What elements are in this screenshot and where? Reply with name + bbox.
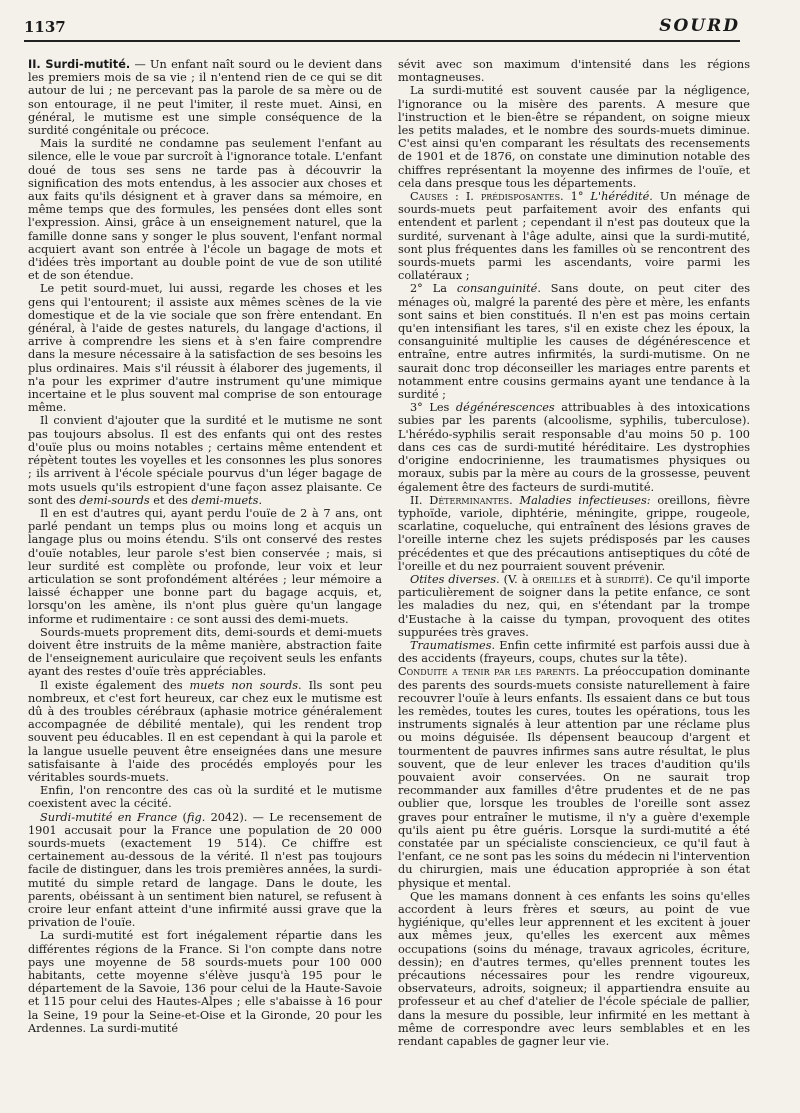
paragraph-text: 3° Les bbox=[410, 401, 456, 415]
left-column bbox=[28, 58, 382, 1035]
paragraph-text: . bbox=[258, 493, 263, 507]
paragraph: Sourds-muets proprement dits, demi-sourds et demi-muets doivent être instruits de la même manière, abstraction faite de l'enseignement auriculaire que reçoivent seuls les enfants ayant des restes d'ouïe très appréciables. bbox=[28, 625, 382, 679]
paragraph-text: . Sans doute, on peut citer des ménages où, malgré la parenté des père et mère, les enfants sont sains et bien constitués. Il n'en est pas moins certain qu'en intensifiant les tares, s'il en existe chez les époux, la consanguinité multiplie les causes de dégénérescence et entraîne, entre autres infirmités, la surdi-mutisme. On ne saurait donc trop déconseiller les mariages entre parents et notamment entre cousins germains ayant une tendance à la surdité ; bbox=[398, 282, 750, 402]
header-rule bbox=[24, 40, 740, 42]
paragraph-text: Un ménage de sourds-muets peut parfaitement avoir des enfants qui entendent et parlent ; cependant il n'est pas douteux que la surdité, survenant à l'âge adulte, ainsi que la surdi-mutité, sont plus fréquentes dans les familles où se rencontrent des sourds-muets parmi les ascendants, voire parmi les collatéraux ; bbox=[398, 190, 750, 283]
section-heading: II. Surdi-mutité. bbox=[28, 58, 131, 71]
paragraph-text: et à bbox=[576, 572, 606, 586]
subheading: Otites diverses. bbox=[410, 572, 500, 586]
paragraph bbox=[398, 190, 750, 282]
paragraph-text: — Un enfant naît sourd ou le devient dans les premiers mois de sa vie ; il n'entend rien de ce qui se dit autour de lui ; ne percevant pas la parole de sa mère ou de son entourage, il ne peut l'imiter, il reste muet. Ainsi, en général, le mutisme est une simple conséquence de la surdité congénitale ou précoce. bbox=[28, 58, 383, 138]
paragraph: La surdi-mutité est fort inégalement répartie dans les différentes régions de la France. Si l'on compte dans notre pays une moyenne de 58 sourds-muets pour 100 000 habitants, cette moyenne s'élève jusqu'à 195 pour le département de la Savoie, 136 pour celui de la Haute-Savoie et 115 pour celui des Hautes-Alpes ; elle s'abaisse à 16 pour la Seine, 19 pour la Seine-et-Oise et la Gironde, 20 pour les Ardennes. La surdi-mutité bbox=[28, 929, 382, 1035]
emphasis: consanguinité bbox=[456, 282, 538, 296]
paragraph bbox=[28, 679, 382, 785]
cross-reference: oreilles bbox=[532, 572, 576, 586]
running-title: SOURD bbox=[659, 16, 740, 36]
paragraph-text: Il existe également des bbox=[40, 678, 190, 692]
paragraph bbox=[28, 414, 382, 506]
figure-reference: fig. bbox=[186, 810, 206, 824]
emphasis: demi-sourds bbox=[79, 493, 150, 507]
paragraph-text: Enfin cette infirmité est parfois aussi due à des accidents (frayeurs, coups, chutes sur la tête). bbox=[398, 638, 750, 666]
paragraph-text: . Ils sont peu nombreux, et c'est fort heureux, car chez eux le mutisme est dû à des troubles cérébraux (aphasie motrice généralement accompagnée de débilité mentale), qui les rendent trop souvent peu éducables. Il en est cependant à qui la parole et la langue usuelle peuvent être enseignées dans une mesure satisfaisante à l'aide des procédés employés pour les véritables sourds-muets. bbox=[28, 678, 382, 784]
paragraph: Mais la surdité ne condamne pas seulement l'enfant au silence, elle le voue par surcroît à l'ignorance totale. L'enfant doué de tous ses sens ne tarde pas à découvrir la signification des mots entendus, à les associer aux choses et aux faits qu'ils désignent et à graver dans sa mémoire, en même temps que des formules, les pensées dont elles sont l'expression. Ainsi, grâce à un enseignement naturel, que la famille donne sans y songer le plus souvent, l'enfant normal acquiert avant son entrée à l'école un bagage de mots et d'idées très important au double point de vue de son utilité et de son étendue. bbox=[28, 137, 382, 283]
paragraph-text: et des bbox=[149, 493, 192, 507]
paragraph bbox=[398, 573, 750, 639]
paragraph bbox=[398, 665, 750, 889]
paragraph bbox=[398, 639, 750, 665]
paragraph-text: Il convient d'ajouter que la surdité et le mutisme ne sont pas toujours absolus. Il est des enfants qui ont des restes d'ouïe plus ou moins notables ; certains même entendent et répètent toutes les voyelles et les consonnes les plus sonores ; ils arrivent à l'école spéciale pourvus d'un léger bagage de mots usuels qu'ils estropient d'une façon assez plaisante. Ce sont des bbox=[28, 414, 382, 507]
subheading: Traumatismes. bbox=[410, 638, 496, 652]
paragraph-text: 2042). — Le recensement de 1901 accusait pour la France une population de 20 000 sourds-muets (exactement 19 514). Ce chiffre est certainement au-dessous de la vérité. Il n'est pas toujours facile de distinguer, dans les trois premières années, la surdi-mutité du simple retard de langage. Dans le doute, les parents, obéissant à un sentiment bien naturel, se refusent à croire leur enfant atteint d'une infirmité aussi grave que la privation de l'ouïe. bbox=[28, 810, 382, 930]
emphasis: muets non sourds bbox=[189, 678, 299, 692]
paragraph-text: attribuables à des intoxications subies par les parents (alcoolisme, syphilis, tuberculose). L'hérédo-syphilis serait responsable d'au moins 50 p. 100 dans ces cas de surdi-mutité héréditaire. Les dystrophies d'origine endocrinienne, les traumatismes physiques ou moraux, subis par la mère au cours de la grossesse, peuvent également être des facteurs de surdi-mutité. bbox=[398, 401, 750, 494]
paragraph-text: 1° bbox=[563, 190, 591, 204]
subheading: Causes : I. prédisposantes. bbox=[410, 190, 564, 204]
paragraph bbox=[398, 401, 750, 493]
paragraph: Que les mamans donnent à ces enfants les soins qu'elles accordent à leurs frères et sœurs, au point de vue hygiénique, qu'elles leur apprennent et les excitent à jouer aux mêmes jeux, qu'elles les exercent aux mêmes occupations (soins du ménage, travaux agricoles, écriture, dessin); en d'autres termes, qu'elles prennent toutes les précautions nécessaires pour les rendre vigoureux, observateurs, adroits, soigneux; il appartiendra ensuite au professeur et au chef d'atelier de l'école spéciale de pallier, dans la mesure du possible, leur infirmité en les mettant à même de correspondre avec leurs semblables et en les rendant capables de gagner leur vie. bbox=[398, 889, 750, 1049]
subheading: Conduite a tenir par les parents. bbox=[398, 665, 580, 679]
subheading: II. Déterminantes. bbox=[410, 493, 513, 507]
paragraph: La surdi-mutité est souvent causée par la négligence, l'ignorance ou la misère des parents. A mesure que l'instruction et le bien-être se répandent, on soigne mieux les petits malades, et le nombre des sourds-muets diminue. C'est ainsi qu'en comparant les résultats des recensements de 1901 et de 1876, on constate une diminution notable des chiffres représentant la moyenne des infirmes de l'ouïe, et cela dans presque tous les départements. bbox=[398, 84, 750, 190]
paragraph-text: ( bbox=[177, 810, 187, 824]
paragraph: Il en est d'autres qui, ayant perdu l'ouïe de 2 à 7 ans, ont parlé pendant un temps plus ou moins long et acquis un langage plus ou moins étendu. S'ils ont conservé des restes d'ouïe notables, leur parole s'est bien conservée ; mais, si leur surdité est complète ou profonde, leur voix et leur articulation se sont profondément altérées ; leur mémoire a laissé échapper une bonne part du bagage acquis, et, lorsqu'on les amène, ils n'ont plus guère qu'un langage informe et rudimentaire : ce sont aussi des demi-muets. bbox=[28, 506, 382, 626]
paragraph bbox=[398, 282, 750, 401]
page-header bbox=[24, 14, 740, 40]
emphasis: dégénérescences bbox=[455, 401, 555, 415]
page-number: 1137 bbox=[24, 18, 66, 36]
subheading: Surdi-mutité en France bbox=[40, 810, 178, 824]
paragraph-text: (V. à bbox=[499, 572, 533, 586]
paragraph bbox=[28, 58, 382, 137]
paragraph bbox=[398, 494, 750, 573]
emphasis: L'hérédité. bbox=[590, 190, 653, 204]
paragraph-text: La préoccupation dominante des parents des sourds-muets consiste naturellement à faire recouvrer l'ouïe à leurs enfants. Ils essaient dans ce but tous les remèdes, toutes les cures, toutes les opérations, tous les instruments signalés à leur attention par une réclame plus ou moins déguisée. Ils dépensent beaucoup d'argent et tourmentent de pauvres infirmes sans autre résultat, le plus souvent, que de leur enlever les traces d'audition qu'ils pouvaient avoir conservées. On ne saurait trop recommander aux familles d'être prudentes et de ne pas oublier que, lorsque les troubles de l'oreille sont assez graves pour entraîner le mutisme, il n'y a guère d'exemple qu'ils aient pu être guéris. Lorsque la surdi-mutité a été constatée par un spécialiste consciencieux, ce qu'il faut à l'enfant, ce ne sont pas les soins du médecin ni l'intervention du chirurgien, mais une éducation appropriée à son état physique et mental. bbox=[398, 665, 750, 890]
emphasis: Maladies infectieuses: bbox=[512, 493, 651, 507]
paragraph-text: ). Ce qu'il importe particulièrement de soigner dans la petite enfance, ce sont les maladies du nez, qui, en s'étendant par la trompe d'Eustache à la caisse du tympan, provoquent des otites suppurées très graves. bbox=[398, 572, 750, 639]
paragraph bbox=[28, 811, 382, 930]
cross-reference: surdité bbox=[605, 572, 645, 586]
paragraph: Le petit sourd-muet, lui aussi, regarde les choses et les gens qui l'entourent; il assiste aux mêmes scènes de la vie domestique et de la vie sociale que son frère entendant. En général, à l'aide de gestes naturels, du langage d'actions, il arrive à comprendre les siens et à s'en faire comprendre dans la mesure nécessaire à la satisfaction de ses besoins les plus ordinaires. Mais s'il réussit à élaborer des jugements, il n'a pour les exprimer d'autre instrument qu'une mimique incertaine et le plus souvent mal comprise de son entourage même. bbox=[28, 282, 382, 415]
emphasis: demi-muets bbox=[191, 493, 259, 507]
paragraph: sévit avec son maximum d'intensité dans les régions montagneuses. bbox=[398, 58, 750, 85]
right-column bbox=[398, 58, 750, 1048]
paragraph-text: 2° La bbox=[410, 282, 457, 296]
paragraph-text: oreillons, fièvre typhoïde, variole, diphtérie, méningite, grippe, rougeole, scarlatine, coqueluche, qui entraînent des lésions graves de l'oreille interne chez les sujets prédisposés par les causes précédentes et que des précautions antiseptiques du côté de l'oreille et du nez pourraient souvent prévenir. bbox=[398, 493, 750, 573]
paragraph: Enfin, l'on rencontre des cas où la surdité et le mutisme coexistent avec la cécité. bbox=[28, 784, 382, 811]
